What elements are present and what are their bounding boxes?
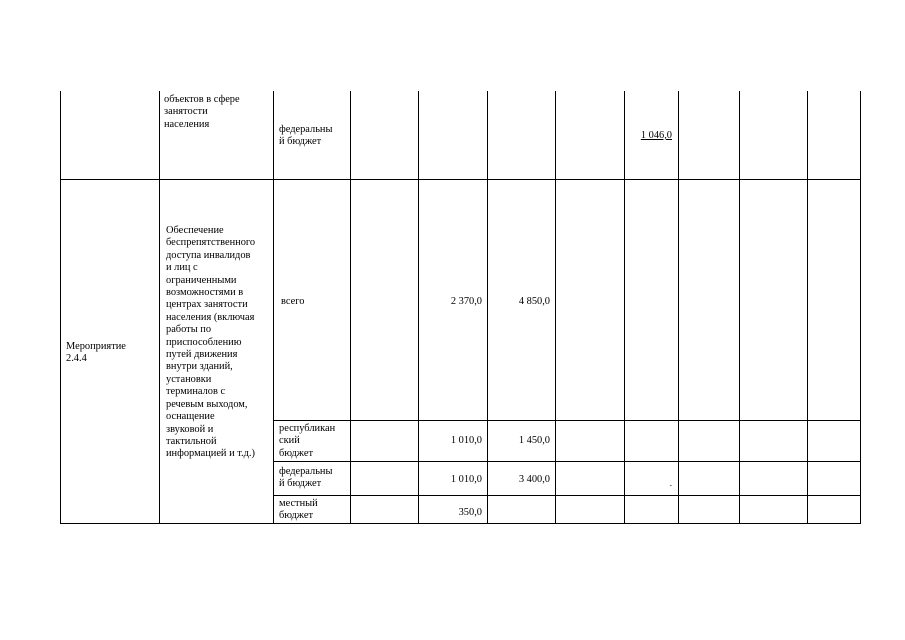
row-divider [273, 420, 861, 421]
value-cell: 350,0 [458, 507, 482, 518]
column-divider [678, 91, 679, 524]
column-divider [860, 91, 861, 524]
column-divider [350, 91, 351, 524]
value-cell: 2 370,0 [450, 296, 482, 307]
value-cell: 3 400,0 [518, 474, 550, 485]
value-cell: 1 010,0 [450, 435, 482, 446]
funding-source-local: местный бюджет [279, 498, 318, 522]
column-divider [624, 91, 625, 524]
column-divider [807, 91, 808, 524]
value-cell: 1 010,0 [450, 474, 482, 485]
value-cell: 1 450,0 [518, 435, 550, 446]
row-divider [273, 461, 861, 462]
funding-source-federal: федеральны й бюджет [279, 466, 333, 490]
table-bottom-border [60, 523, 861, 524]
funding-source-total: всего [281, 296, 305, 307]
column-divider [60, 91, 61, 524]
event-description-cell: Обеспечение беспрепятственного доступа инвалидов и лиц с ограниченными возможностями в центрах занятости населения (включая работы по приспособлению путей движения внутри зданий, установки терминалов с речевым выходом, оснащение звуковой и тактильной информацией и т.д.) [166, 225, 256, 460]
dash-mark: - [669, 481, 672, 489]
event-number-cell: Мероприятие 2.4.4 [66, 341, 126, 365]
row1-value-cell: 1 046,0 [640, 130, 672, 141]
column-divider [273, 91, 274, 524]
column-divider [739, 91, 740, 524]
value-cell: 4 850,0 [518, 296, 550, 307]
row1-funding-source: федеральны й бюджет [279, 124, 333, 148]
column-divider [555, 91, 556, 524]
row1-description: объектов в сфере занятости населения [164, 94, 240, 130]
column-divider [159, 91, 160, 524]
row-divider [273, 495, 861, 496]
funding-source-republican: республикан ский бюджет [279, 423, 336, 459]
row-divider [60, 179, 861, 180]
